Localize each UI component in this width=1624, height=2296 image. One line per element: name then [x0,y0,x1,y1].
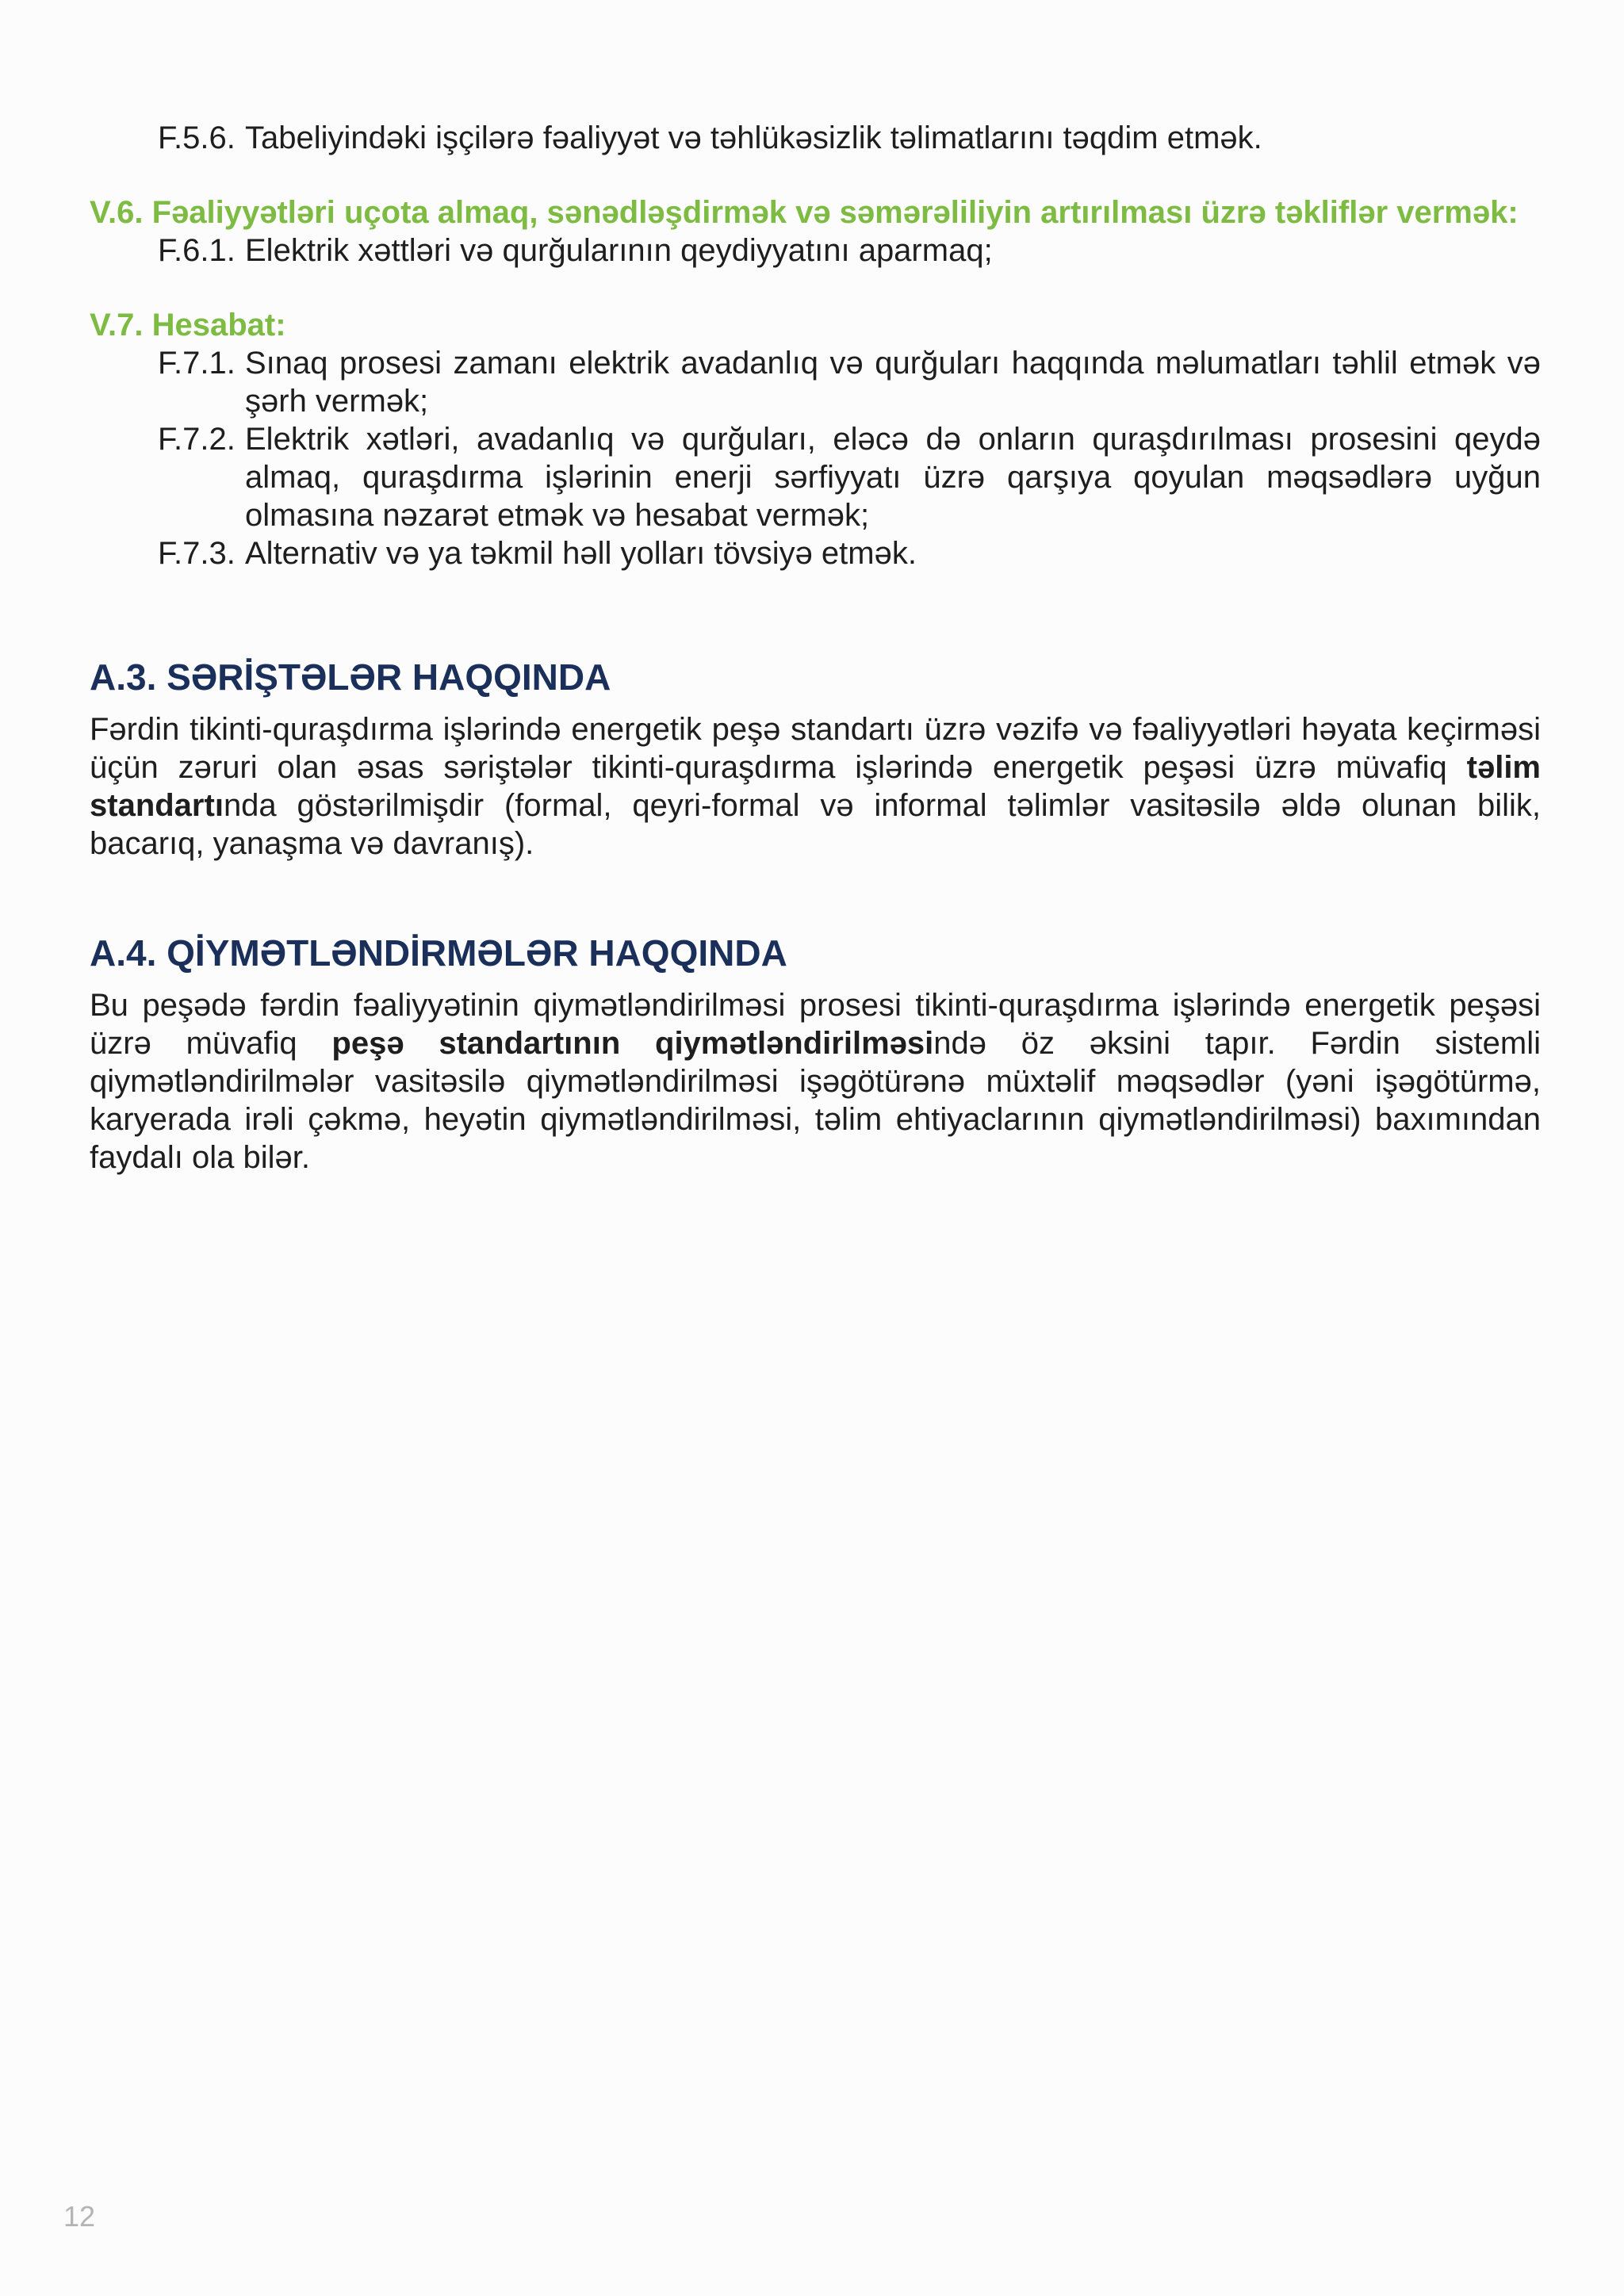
paragraph-text: Bu peşədə fərdin fəaliyyətinin qiymətləndirilməsi prosesi tikinti-quraşdırma işlərində energetik peşəsi üzrə müvafiq [90,988,1541,1061]
item-number: F.7.2. [158,422,236,457]
item-number: F.5.6. [158,121,236,155]
page-content [90,119,1541,1177]
list-item-f72 [90,420,1541,534]
section-heading-a3: A.3. SƏRİŞTƏLƏR HAQQINDA [90,656,611,698]
item-text: Tabeliyindəki işçilərə fəaliyyət və təhlükəsizlik təlimatlarını təqdim etmək. [245,121,1262,155]
section-heading-a4: A.4. QİYMƏTLƏNDİRMƏLƏR HAQQINDA [90,932,787,974]
paragraph-bold-text: təlim standartı [90,750,1541,823]
paragraph-a3 [90,710,1541,863]
paragraph-text: Fərdin tikinti-quraşdırma işlərində energetik peşə standartı üzrə vəzifə və fəaliyyətləri həyata keçirməsi üçün zəruri olan əsas səriştələr tikinti-quraşdırma işlərində energetik peşəsi üzrə müvafiq [90,712,1541,785]
section-heading-v7: V.7. Hesabat: [90,308,286,342]
item-number: F.7.1. [158,346,236,381]
item-text: Elektrik xətləri, avadanlıq və qurğuları, eləcə də onların quraşdırılması prosesini qeydə almaq, quraşdırma işlərinin enerji sərfiyyatı üzrə qarşıya qoyulan məqsədlərə uyğun olmasına nəzarət etmək və hesabat vermək; [245,422,1541,533]
list-item-f61 [90,232,1541,270]
section-heading-v6: V.6. Fəaliyyətləri uçota almaq, sənədləşdirmək və səmərəliliyin artırılması üzrə təkliflər vermək: [90,195,1519,230]
item-text: Elektrik xəttləri və qurğularının qeydiyyatını aparmaq; [245,233,993,268]
item-number: F.6.1. [158,233,236,268]
item-text: Sınaq prosesi zamanı elektrik avadanlıq və qurğuları haqqında məlumatları təhlil etmək və şərh vermək; [245,346,1541,419]
item-number: F.7.3. [158,536,236,571]
page-number: 12 [63,2200,96,2233]
paragraph-bold-text: peşə standartının qiymətləndirilməsi [331,1026,934,1061]
paragraph-text: ndə öz əksini tapır. Fərdin sistemli qiymətləndirilmələr vasitəsilə qiymətləndirilməsi işəgötürənə müxtəlif məqsədlər (yəni işəgötürmə, karyerada irəli çəkmə, heyətin qiymətləndirilməsi, təlim ehtiyaclarının qiymətləndirilməsi) baxımından faydalı ola bilər. [90,1026,1541,1175]
paragraph-a4 [90,986,1541,1177]
paragraph-text: nda göstərilmişdir (formal, qeyri-formal və informal təlimlər vasitəsilə əldə olunan bilik, bacarıq, yanaşma və davranış). [90,788,1541,861]
list-item-f71 [90,344,1541,420]
list-item-f56 [90,119,1541,157]
item-text: Alternativ və ya təkmil həll yolları tövsiyə etmək. [245,536,917,571]
list-item-f73 [90,534,1541,572]
